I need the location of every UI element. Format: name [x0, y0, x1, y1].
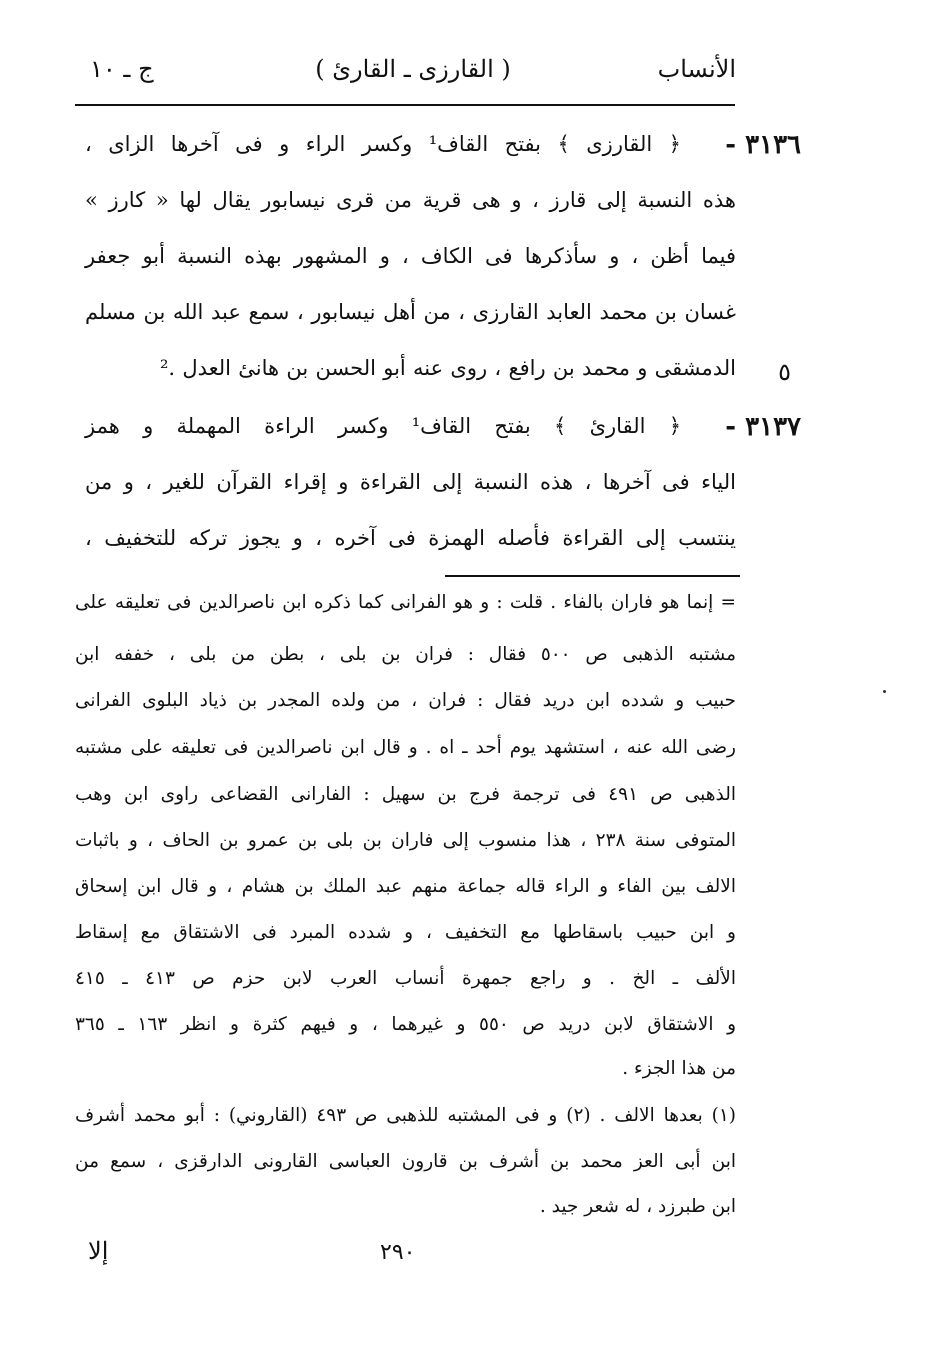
entry-number-3136: ٣١٣٦ - — [725, 130, 801, 160]
header-book-title: الأنساب — [657, 55, 736, 83]
footnote-line: ابن أبى العز محمد بن أشرف بن قارون العباسى القارونى الدارقزى ، سمع من — [75, 1151, 736, 1172]
line-number-marker: ٥ — [778, 358, 791, 386]
footnote-line: ابن طبرزد ، له شعر جيد . — [539, 1196, 736, 1217]
note-line: حبيب و شدده ابن دريد فقال : فران ، من ولده المجدر بن ذياد البلوى الفرانى — [75, 690, 736, 711]
note-line: الذهبى ص ٤٩١ فى ترجمة فرج بن سهيل : الفارانى القضاعى راوى ابن وهب — [75, 784, 736, 805]
header-volume: ج ـ ١٠ — [90, 55, 154, 83]
entry-number-3137: ٣١٣٧ - — [725, 412, 801, 442]
entry-3136-line-4: غسان بن محمد العابد القارزى ، من أهل نيسابور ، سمع عبد الله بن مسلم — [85, 300, 736, 324]
note-line: و ابن حبيب باسقاطها مع التخفيف ، و شدده المبرد فى الاشتقاق مع إسقاط — [75, 922, 736, 943]
note-line: الألف ـ الخ . و راجع جمهرة أنساب العرب لابن حزم ص ٤١٣ ـ ٤١٥ — [75, 968, 736, 989]
note-line: المتوفى سنة ٢٣٨ ، هذا منسوب إلى فاران بن بلى بن عمرو بن الحاف ، و باثبات — [75, 830, 737, 851]
note-line: الالف بين الفاء و الراء قاله جماعة منهم عبد الملك بن هشام ، و قال ابن إسحاق — [75, 876, 736, 897]
note-line: من هذا الجزء . — [622, 1058, 736, 1079]
page-number: ٢٩٠ — [380, 1240, 416, 1265]
notes-separator-rule — [445, 575, 740, 577]
note-line: رضى الله عنه ، استشهد يوم أحد ـ اه . و قال ابن ناصرالدين فى تعليقه على مشتبه — [75, 737, 736, 758]
catchword: إلا — [88, 1237, 109, 1265]
note-line: = إنما هو فاران بالفاء . قلت : و هو الفرانى كما ذكره ابن ناصرالدين فى تعليقه على — [75, 592, 736, 613]
header-rule — [75, 104, 735, 106]
entry-3137-line-3: ينتسب إلى القراءة فأصله الهمزة فى آخره ، و يجوز تركه للتخفيف ، — [85, 526, 736, 550]
page-speck — [883, 690, 886, 693]
entry-3137-line-1: ﴿ القارئ ﴾ بفتح القاف¹ وكسر الراءة المهملة و همز — [85, 414, 682, 438]
footnote-line: (١) بعدها الالف . (٢) و فى المشتبه للذهبى ص ٤٩٣ (القاروني) : أبو محمد أشرف — [75, 1105, 736, 1126]
running-header — [90, 55, 736, 95]
note-line: و الاشتقاق لابن دريد ص ٥٥٠ و غيرهما ، و فيهم كثرة و انظر ١٦٣ ـ ٣٦٥ — [75, 1014, 736, 1035]
entry-3136-line-5: الدمشقى و محمد بن رافع ، روى عنه أبو الحسن بن هانئ العدل .² — [160, 356, 736, 380]
note-line: مشتبه الذهبى ص ٥٠٠ فقال : فران بن بلى ، بطن من بلى ، خففه ابن — [75, 644, 737, 665]
header-section-title: ( القارزى ـ القارئ ) — [315, 55, 511, 83]
entry-3136-line-1: ﴿ القارزى ﴾ بفتح القاف¹ وكسر الراء و فى آخرها الزاى ، — [85, 132, 681, 156]
entry-3137-line-2: الياء فى آخرها ، هذه النسبة إلى القراءة و إقراء القرآن للغير ، و من — [85, 470, 736, 494]
entry-3136-line-2: هذه النسبة إلى قارز ، و هى قرية من قرى نيسابور يقال لها « كارز » — [85, 188, 736, 212]
entry-3136-line-3: فيما أظن ، و سأذكرها فى الكاف ، و المشهور بهذه النسبة أبو جعفر — [85, 244, 736, 268]
